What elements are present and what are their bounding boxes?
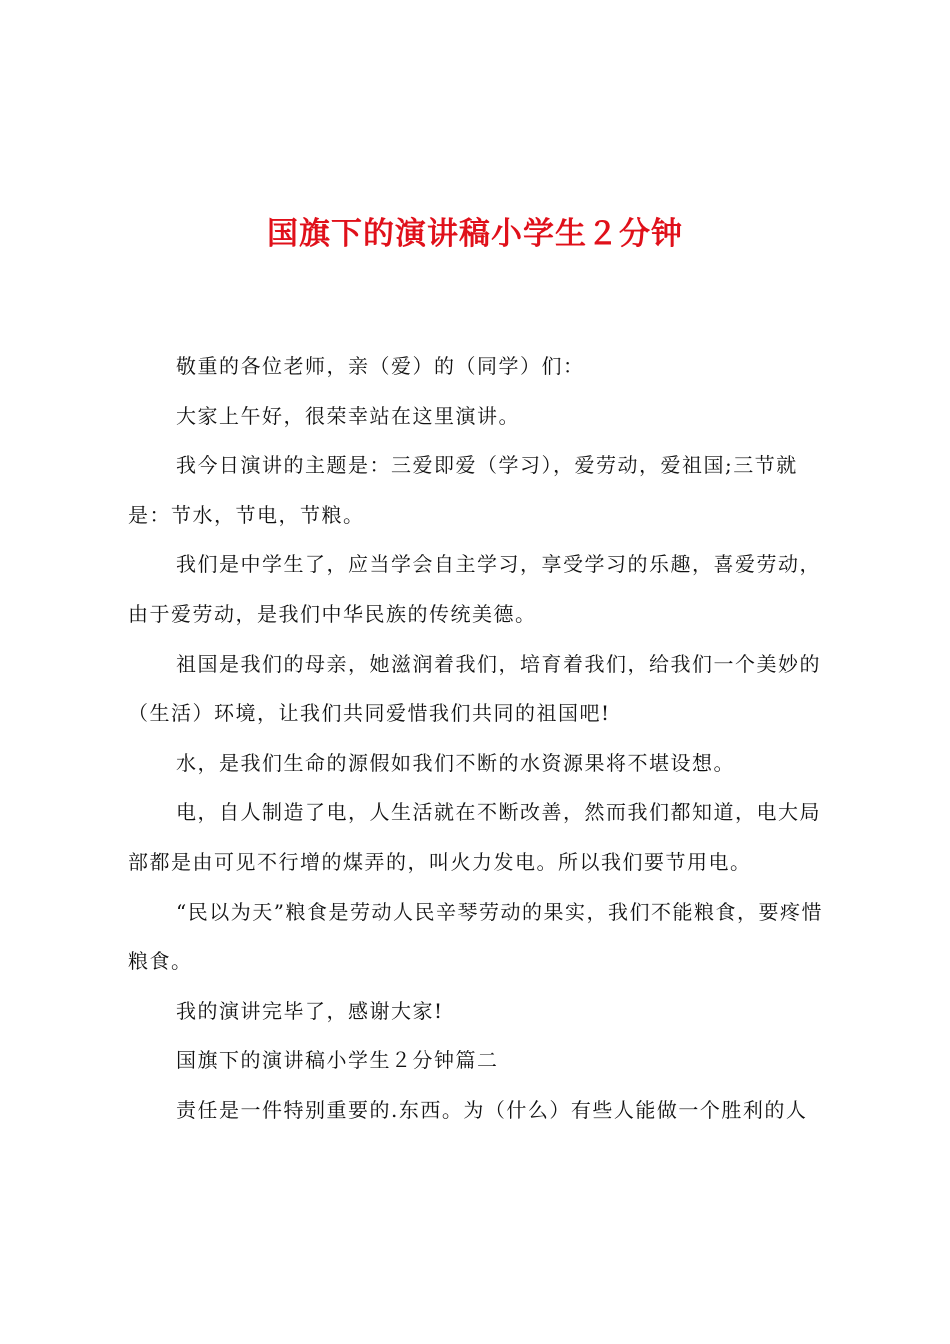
paragraph-study: 我们是中学生了，应当学会自主学习，享受学习的乐趣，喜爱劳动，由于爱劳动，是我们中华民族的传统美德。 bbox=[128, 552, 821, 626]
paragraph-food: “民以为天”粮食是劳动人民辛琴劳动的果实，我们不能粮食，要疼惜粮食。 bbox=[128, 899, 823, 974]
paragraph-water: 水，是我们生命的源假如我们不断的水资源果将不堪设想。 bbox=[176, 750, 735, 775]
document-title: 国旗下的演讲稿小学生２分钟 bbox=[267, 216, 683, 252]
paragraph-greeting: 敬重的各位老师，亲（爱）的（同学）们： bbox=[176, 354, 585, 378]
paragraph-closing: 我的演讲完毕了，感谢大家! bbox=[176, 998, 444, 1023]
paragraph-opening: 大家上午好，很荣幸站在这里演讲。 bbox=[176, 403, 520, 428]
paragraph-theme: 我今日演讲的主题是：三爱即爱（学习），爱劳动，爱祖国;三节就是：节水，节电，节粮。 bbox=[128, 453, 798, 527]
document-body bbox=[128, 342, 835, 1136]
paragraph-electricity: 电，自人制造了电，人生活就在不断改善，然而我们都知道，电大局部都是由可见不行增的煤弄的，叫火力发电。所以我们要节用电。 bbox=[128, 800, 821, 874]
paragraph-responsibility: 责任是一件特别重要的.东西。为（什么）有些人能做一个胜利的人 bbox=[176, 1097, 808, 1122]
paragraph-motherland: 祖国是我们的母亲，她滋润着我们，培育着我们，给我们一个美妙的（生活）环境，让我们共同爱惜我们共同的祖国吧! bbox=[128, 651, 821, 726]
section-heading-part-two: 国旗下的演讲稿小学生２分钟篇二 bbox=[176, 1048, 499, 1073]
